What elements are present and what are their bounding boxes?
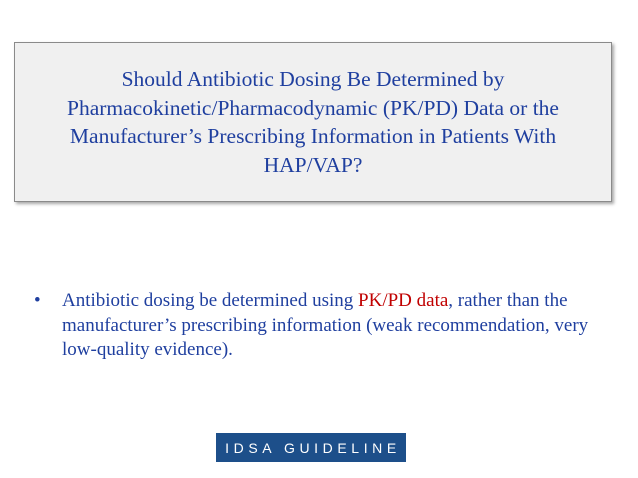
bullet-marker: • [34,290,41,311]
idsa-guideline-label: IDSA GUIDELINE [225,439,401,456]
recommendation-item [34,289,614,363]
recommendation-text-before: Antibiotic dosing be determined using [62,290,359,311]
recommendation-highlight: PK/PD data [358,290,449,311]
recommendation-text-after: , rather than the manufacturer’s prescribing information (weak recommendation, very low-quality evidence). [62,290,589,360]
question-title: Should Antibiotic Dosing Be Determined by Pharmacokinetic/Pharmacodynamic (PK/PD) Data or the Manufacturer’s Prescribing Information in Patients With HAP/VAP? [67,67,559,177]
recommendation-list [34,289,614,363]
question-box [14,42,612,202]
idsa-guideline-banner [216,433,406,462]
